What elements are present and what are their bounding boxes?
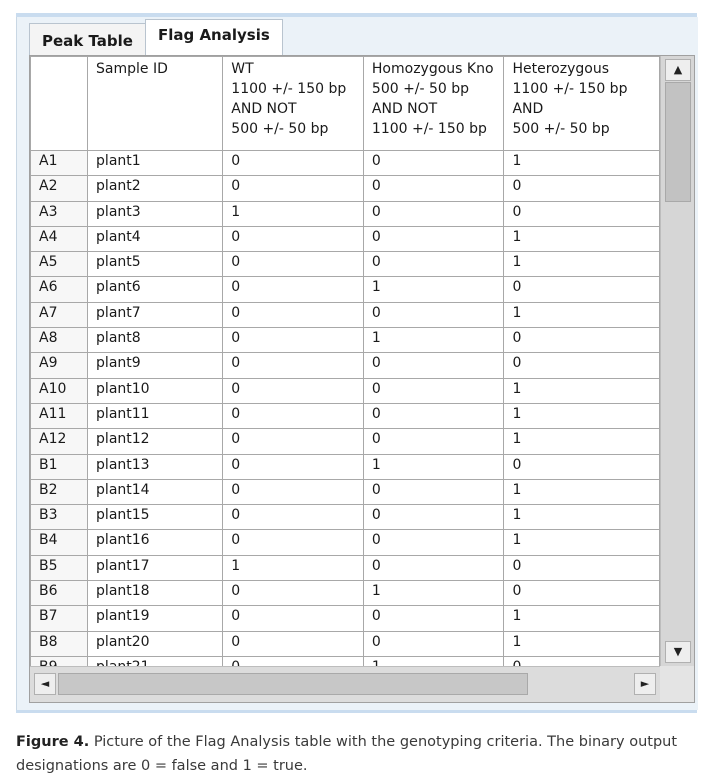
- horizontal-scrollbar[interactable]: [30, 666, 660, 702]
- wt-flag-cell[interactable]: 0: [223, 530, 364, 555]
- figure-label: Figure 4.: [16, 734, 90, 750]
- wt-flag-cell[interactable]: 0: [223, 403, 364, 428]
- row-label-cell[interactable]: A6: [31, 277, 88, 302]
- table-row[interactable]: [31, 479, 660, 504]
- homozygous-flag-cell[interactable]: 0: [363, 505, 504, 530]
- header-row: [31, 57, 660, 151]
- wt-header-criterion-1: 1100 +/- 150 bp: [231, 81, 347, 97]
- table-row[interactable]: [31, 429, 660, 454]
- table-row[interactable]: [31, 226, 660, 251]
- wt-header[interactable]: [223, 57, 364, 151]
- sample-id-cell[interactable]: plant12: [88, 429, 223, 454]
- row-label-cell[interactable]: A8: [31, 328, 88, 353]
- heterozygous-flag-cell[interactable]: 1: [504, 606, 660, 631]
- row-label-cell[interactable]: A4: [31, 226, 88, 251]
- row-label-cell[interactable]: A9: [31, 353, 88, 378]
- wt-flag-cell[interactable]: 0: [223, 378, 364, 403]
- sample-id-cell[interactable]: plant9: [88, 353, 223, 378]
- homozygous-flag-cell[interactable]: 0: [363, 176, 504, 201]
- row-label-cell[interactable]: B3: [31, 505, 88, 530]
- homozygous-flag-cell[interactable]: 0: [363, 201, 504, 226]
- homozygous-flag-cell[interactable]: 0: [363, 353, 504, 378]
- table-row[interactable]: [31, 151, 660, 176]
- table-row[interactable]: [31, 403, 660, 428]
- homozygous-flag-cell[interactable]: 1: [363, 277, 504, 302]
- scroll-up-icon[interactable]: ▲: [665, 59, 691, 81]
- wt-flag-cell[interactable]: 0: [223, 151, 364, 176]
- wt-header-operator: AND NOT: [231, 101, 297, 117]
- horizontal-scroll-thumb[interactable]: [58, 673, 528, 695]
- homozygous-flag-cell[interactable]: 0: [363, 555, 504, 580]
- sample-id-cell[interactable]: plant10: [88, 378, 223, 403]
- figure-caption-text: Picture of the Flag Analysis table with the genotyping criteria. The binary output designations are 0 = false and 1 = true.: [16, 734, 678, 774]
- row-label-cell[interactable]: B6: [31, 581, 88, 606]
- sample-id-header[interactable]: Sample ID: [88, 57, 223, 151]
- heterozygous-flag-cell[interactable]: 1: [504, 403, 660, 428]
- homozygous-header-operator: AND NOT: [371, 101, 438, 117]
- table-row[interactable]: [31, 606, 660, 631]
- row-label-cell[interactable]: A1: [31, 151, 88, 176]
- heterozygous-flag-cell[interactable]: 0: [504, 555, 660, 580]
- table-row[interactable]: [31, 581, 660, 606]
- row-label-cell[interactable]: A7: [31, 302, 88, 327]
- sample-id-cell[interactable]: plant3: [88, 201, 223, 226]
- homozygous-flag-cell[interactable]: 0: [363, 226, 504, 251]
- heterozygous-flag-cell[interactable]: 1: [504, 252, 660, 277]
- homozygous-flag-cell[interactable]: 1: [363, 581, 504, 606]
- flag-analysis-grid: [29, 55, 695, 703]
- wt-flag-cell[interactable]: 0: [223, 302, 364, 327]
- heterozygous-header-criterion-1: 1100 +/- 150 bp: [512, 81, 628, 97]
- heterozygous-flag-cell[interactable]: 1: [504, 378, 660, 403]
- scroll-left-icon[interactable]: ◄: [34, 673, 56, 695]
- wt-header-criterion-2: 500 +/- 50 bp: [231, 121, 329, 137]
- vertical-scrollbar[interactable]: [660, 56, 694, 666]
- table-row[interactable]: [31, 378, 660, 403]
- figure-caption: [16, 730, 696, 778]
- homozygous-flag-cell[interactable]: 0: [363, 403, 504, 428]
- wt-flag-cell[interactable]: 0: [223, 353, 364, 378]
- table-row[interactable]: [31, 353, 660, 378]
- sample-id-cell[interactable]: plant7: [88, 302, 223, 327]
- scrollbar-corner: [660, 666, 694, 702]
- table-viewport: [30, 56, 660, 666]
- heterozygous-flag-cell[interactable]: 0: [504, 581, 660, 606]
- heterozygous-flag-cell[interactable]: 0: [504, 454, 660, 479]
- wt-flag-cell[interactable]: 0: [223, 631, 364, 656]
- homozygous-flag-cell[interactable]: 1: [363, 328, 504, 353]
- sample-id-cell[interactable]: plant15: [88, 505, 223, 530]
- homozygous-header-title: Homozygous Kno: [371, 61, 494, 77]
- wt-flag-cell[interactable]: 0: [223, 328, 364, 353]
- homozygous-flag-cell[interactable]: 0: [363, 151, 504, 176]
- sample-id-cell[interactable]: plant20: [88, 631, 223, 656]
- row-label-cell[interactable]: B7: [31, 606, 88, 631]
- table-row[interactable]: [31, 505, 660, 530]
- homozygous-flag-cell[interactable]: 0: [363, 429, 504, 454]
- wt-flag-cell[interactable]: 0: [223, 606, 364, 631]
- homozygous-flag-cell[interactable]: 0: [363, 631, 504, 656]
- sample-id-cell[interactable]: plant14: [88, 479, 223, 504]
- heterozygous-header-operator: AND: [512, 101, 544, 117]
- wt-flag-cell[interactable]: 0: [223, 176, 364, 201]
- wt-flag-cell[interactable]: 0: [223, 429, 364, 454]
- sample-id-cell[interactable]: plant8: [88, 328, 223, 353]
- table-row[interactable]: [31, 631, 660, 656]
- homozygous-flag-cell[interactable]: 0: [363, 378, 504, 403]
- bottom-border: [16, 710, 697, 713]
- row-label-cell[interactable]: B4: [31, 530, 88, 555]
- row-label-cell[interactable]: A3: [31, 201, 88, 226]
- wt-flag-cell[interactable]: 1: [223, 555, 364, 580]
- row-label-cell[interactable]: A5: [31, 252, 88, 277]
- homozygous-flag-cell[interactable]: 0: [363, 479, 504, 504]
- heterozygous-flag-cell[interactable]: 1: [504, 429, 660, 454]
- heterozygous-flag-cell[interactable]: 1: [504, 226, 660, 251]
- heterozygous-header-title: Heterozygous: [512, 61, 609, 77]
- sample-id-cell[interactable]: plant2: [88, 176, 223, 201]
- table-row[interactable]: [31, 328, 660, 353]
- homozygous-flag-cell[interactable]: 0: [363, 302, 504, 327]
- homozygous-flag-cell[interactable]: 1: [363, 454, 504, 479]
- heterozygous-flag-cell[interactable]: 0: [504, 353, 660, 378]
- sample-id-cell[interactable]: plant1: [88, 151, 223, 176]
- sample-id-cell[interactable]: plant16: [88, 530, 223, 555]
- row-label-cell[interactable]: B8: [31, 631, 88, 656]
- wt-flag-cell[interactable]: 0: [223, 252, 364, 277]
- heterozygous-flag-cell[interactable]: 0: [504, 176, 660, 201]
- homozygous-flag-cell[interactable]: 0: [363, 252, 504, 277]
- heterozygous-flag-cell[interactable]: 1: [504, 631, 660, 656]
- homozygous-header-criterion-2: 1100 +/- 150 bp: [371, 121, 487, 137]
- row-label-cell[interactable]: A12: [31, 429, 88, 454]
- scroll-down-icon[interactable]: ▼: [665, 641, 691, 663]
- wt-flag-cell[interactable]: 0: [223, 479, 364, 504]
- row-label-cell[interactable]: A2: [31, 176, 88, 201]
- scroll-right-icon[interactable]: ►: [634, 673, 656, 695]
- table-row[interactable]: [31, 176, 660, 201]
- table-row[interactable]: [31, 302, 660, 327]
- homozygous-header[interactable]: [363, 57, 504, 151]
- table-row[interactable]: [31, 530, 660, 555]
- table-row[interactable]: [31, 555, 660, 580]
- wt-header-title: WT: [231, 61, 254, 77]
- tab-peak-table[interactable]: Peak Table: [29, 23, 146, 55]
- heterozygous-header[interactable]: [504, 57, 660, 151]
- table-body: [31, 151, 660, 682]
- heterozygous-flag-cell[interactable]: 1: [504, 505, 660, 530]
- sample-id-cell[interactable]: plant18: [88, 581, 223, 606]
- wt-flag-cell[interactable]: 0: [223, 454, 364, 479]
- homozygous-flag-cell[interactable]: 0: [363, 606, 504, 631]
- sample-id-cell[interactable]: plant4: [88, 226, 223, 251]
- row-label-header: [31, 57, 88, 151]
- wt-flag-cell[interactable]: 0: [223, 226, 364, 251]
- table-row[interactable]: [31, 201, 660, 226]
- sample-id-cell[interactable]: plant11: [88, 403, 223, 428]
- row-label-cell[interactable]: B1: [31, 454, 88, 479]
- table-row[interactable]: [31, 454, 660, 479]
- row-label-cell[interactable]: A11: [31, 403, 88, 428]
- sample-id-cell[interactable]: plant5: [88, 252, 223, 277]
- flag-table: [30, 56, 660, 682]
- tab-flag-analysis[interactable]: Flag Analysis: [145, 19, 283, 55]
- wt-flag-cell[interactable]: 1: [223, 201, 364, 226]
- wt-flag-cell[interactable]: 0: [223, 505, 364, 530]
- table-row[interactable]: [31, 252, 660, 277]
- analysis-window: [16, 17, 698, 710]
- sample-id-cell[interactable]: plant6: [88, 277, 223, 302]
- sample-id-cell[interactable]: plant13: [88, 454, 223, 479]
- sample-id-cell[interactable]: plant17: [88, 555, 223, 580]
- heterozygous-flag-cell[interactable]: 1: [504, 479, 660, 504]
- tab-bar: [29, 21, 283, 55]
- row-label-cell[interactable]: B5: [31, 555, 88, 580]
- homozygous-header-criterion-1: 500 +/- 50 bp: [371, 81, 470, 97]
- vertical-scroll-thumb[interactable]: [665, 82, 691, 202]
- row-label-cell[interactable]: A10: [31, 378, 88, 403]
- table-row[interactable]: [31, 277, 660, 302]
- wt-flag-cell[interactable]: 0: [223, 581, 364, 606]
- homozygous-flag-cell[interactable]: 0: [363, 530, 504, 555]
- heterozygous-flag-cell[interactable]: 0: [504, 328, 660, 353]
- wt-flag-cell[interactable]: 0: [223, 277, 364, 302]
- heterozygous-header-criterion-2: 500 +/- 50 bp: [512, 121, 610, 137]
- heterozygous-flag-cell[interactable]: 1: [504, 302, 660, 327]
- heterozygous-flag-cell[interactable]: 0: [504, 277, 660, 302]
- heterozygous-flag-cell[interactable]: 1: [504, 151, 660, 176]
- heterozygous-flag-cell[interactable]: 0: [504, 201, 660, 226]
- row-label-cell[interactable]: B2: [31, 479, 88, 504]
- sample-id-cell[interactable]: plant19: [88, 606, 223, 631]
- heterozygous-flag-cell[interactable]: 1: [504, 530, 660, 555]
